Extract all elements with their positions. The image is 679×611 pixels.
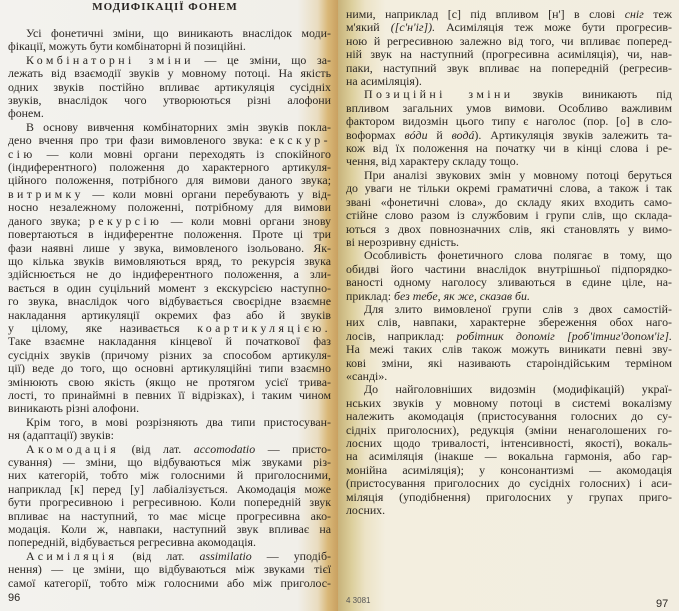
text-line [346,155,672,168]
text-line [346,397,672,410]
text-line [8,362,331,375]
text-segment: у цілому, яке називається [8,320,198,335]
text-segment: ються з двох повнозначних слів, які становлять у вимо- [346,221,672,236]
text-segment: вається в один суцільний момент з екскурсією наступно- [8,280,331,295]
spaced-term: коартикуляцією. [197,320,331,335]
text-line [346,209,672,222]
text-segment: Крім того, в мові розрізняють два типи пристосуван- [26,414,331,429]
text-line [346,424,672,437]
text-segment: На межі таких слів також можуть виникати певні зву- [346,342,672,357]
text-line [346,21,672,34]
text-segment: впливом загальних умов вимови. Особливо важливим [346,100,672,115]
text-segment: на асиміляція). [346,74,422,89]
text-line [8,148,331,161]
text-line [8,469,331,482]
text-segment: — коли мовні органи знову [162,213,331,228]
text-segment: воформах [346,127,405,142]
text-segment: виникають різні алофони. [8,401,140,416]
text-segment: звуків виникають під [513,87,672,102]
text-line [8,161,331,174]
text-line [8,201,331,214]
text-segment: (від лат. [119,441,194,456]
text-line [346,316,672,329]
text-segment: сідніх приголосних), редукція (зміни ненаголошених го- [346,422,672,437]
text-segment: фази наявні лише у звука, вимовленого ізольовано. Як- [8,240,331,255]
text-line [8,174,331,187]
text-line [8,536,331,549]
text-segment: — присто- [255,441,331,456]
text-segment: При аналізі звукових змін у мовному потоці беруться [364,167,672,182]
text-segment: стійне слово разом із службовим і групи слів, що склада- [346,208,672,223]
text-line [346,75,672,88]
text-line [346,142,672,155]
text-segment: теж [643,7,672,21]
text-line [8,228,331,241]
text-segment: бути прогресивною і регресивною. Коли попередній звук [8,495,331,510]
text-segment: кові зміни, які називають староіндійським терміном [346,355,672,370]
spaced-term: екскур- [269,133,331,148]
text-line [8,550,331,563]
text-line [8,188,331,201]
spaced-term: Позиційні зміни [364,87,514,102]
text-line [346,290,672,303]
text-line [346,263,672,276]
text-segment: кож від їх положення на початку чи в кінці слова і ре- [346,141,672,156]
text-line [8,483,331,496]
text-segment: дено вчення про три фази вимовленого звука: [8,133,270,148]
text-line [346,450,672,463]
text-line [346,357,672,370]
spaced-term: Комбінаторні зміни [26,52,194,67]
text-segment: ня (адаптації) звуків: [8,428,114,443]
text-segment: (індиферентного) положення до характерного артикуля- [8,160,331,175]
text-line [346,410,672,423]
spaced-term: сію [8,146,36,161]
text-segment: чення, від характеру складу тощо. [346,154,519,169]
text-line [8,27,331,40]
text-segment: ). Артикуляція звуків залежить та- [474,127,672,142]
text-line [8,67,331,80]
text-line [8,456,331,469]
text-line [8,295,331,308]
text-line [8,402,331,415]
text-line [8,81,331,94]
italic-text: assimilatio [199,548,252,563]
text-line [346,383,672,396]
text-segment: го звука, внаслідок чого відбувається своєрідне взаємне [8,294,331,309]
text-segment: ві нерозривну єдність. [346,234,460,249]
text-line [8,443,331,456]
text-segment: обидві його частини внаслідок внутрішньої підпорядко- [346,261,672,276]
italic-text: ([с'н'іг]). [390,20,436,35]
text-line [346,276,672,289]
text-line [346,169,672,182]
text-segment: — уподіб- [251,548,331,563]
text-segment: лосних. [346,503,386,518]
text-line [8,107,331,120]
text-segment: модація. Коли ж, навпаки, наступний звук впливає на [8,522,331,537]
text-segment: повертаються в індиферентне положення. Проте ці три [8,227,331,242]
text-line [8,121,331,134]
text-line [8,94,331,107]
text-line [346,8,672,21]
text-line [8,429,331,442]
spaced-term: Асиміляція [26,548,118,563]
text-line [8,54,331,67]
text-line [8,134,331,147]
text-segment: м'який [346,20,391,35]
text-line [346,370,672,383]
text-segment: — коли мовні органи перебувають у від- [83,186,331,201]
text-line [346,196,672,209]
text-line [8,510,331,523]
text-segment: До найголовніших видозмін (модифікацій) украї- [364,382,672,397]
text-segment: Для злито вимовленої групи слів з двох самостій- [364,301,672,316]
text-line [346,303,672,316]
text-segment: нських звуків у мовному потоці в системі вокалізму [346,395,672,410]
spaced-term: рекурсію [88,213,163,228]
text-segment: (від лат. [117,548,200,563]
text-segment: попередній, відбувається регресивна акомодація. [8,535,256,550]
text-segment: нення) — це зміни, що відбуваються між звуками тієї [8,562,331,577]
italic-text: accomodatio [193,441,256,456]
text-segment: лежать від взаємодії звуків у мовному потоці. На якість [8,66,331,81]
text-segment: самої категорії, тобто між голосними або між приголос- [8,575,331,590]
text-segment: належить акомодація (пристосування голосних до су- [346,409,672,424]
text-segment: носно незалежному положенні, потрібному для вимови [8,200,331,215]
left-page [0,0,338,611]
text-line [346,48,672,61]
text-line [346,182,672,195]
signature-mark: 4 3081 [346,596,371,605]
text-line [346,102,672,115]
text-segment: «санді». [346,368,388,383]
text-line [346,437,672,450]
text-segment: що кілька звуків вимовляються вряд, то рекурсія звука [8,253,331,268]
text-segment: лосних щодо тривалості, інтенсивності, якості), вокаль- [346,436,672,450]
text-line [346,504,672,517]
text-segment: ваності одному наголосу зливаються в єдине ціле, на- [346,275,672,290]
italic-text: вóди [404,127,428,142]
page-number-left: 96 [8,592,21,604]
text-line [8,335,331,348]
text-segment: ційного положення, потрібного для вимови даного звука; [8,173,331,188]
italic-text: сніг [624,7,644,21]
text-line [8,577,331,590]
text-segment: В основу вивчення комбінаторних змін звуків покла- [26,119,331,134]
text-segment: одних звуків постійно впливає артикуляція сусідніх [8,79,331,94]
text-segment: ною й регресивною залежно від того, чи впливає поперед- [346,33,672,48]
text-segment: Усі фонетичні зміни, що виникають внаслідок моди- [26,26,331,40]
text-segment: міляція (уподібнення) приголосних у групах приго- [346,489,672,504]
text-segment: (пристосування приголосних до сусідніх голосних) і аси- [346,476,672,491]
text-segment: й [427,127,452,142]
italic-text: без тебе, як же, сказав би. [394,288,530,303]
text-segment: — це зміни, що за- [193,52,331,67]
spaced-term: Акомодація [26,441,120,456]
text-line [8,376,331,389]
text-line [8,215,331,228]
text-segment: звуків, внаслідок чого утворюються різні алофони [8,93,331,108]
text-segment: на асиміляція (інакше — вокальна гармонія, або гар- [346,449,672,464]
text-segment: сування) — зміни, що відбуваються між звуками різ- [8,455,331,469]
text-segment: змінюють свою якість (якщо не протягом усієї трива- [8,374,331,389]
text-line [8,282,331,295]
text-segment: фікації, можуть бути комбінаторні й позиційні. [8,39,246,54]
text-segment: наприклад [к] перед [у] лабіалізується. Акомодація може [8,481,331,496]
text-line [8,349,331,362]
text-segment: ції) веде до того, що основні артикуляційні типи взаємно [8,361,331,376]
text-line [8,563,331,576]
text-line [346,115,672,128]
text-line [346,330,672,343]
right-page-text [346,8,672,517]
text-line [8,496,331,509]
text-line [346,249,672,262]
text-line [346,343,672,356]
text-segment: приклад: [346,288,394,303]
italic-text: робітник допоміг [роб'ітниг'допом'іг]. [456,328,672,343]
text-segment: здійснюється не до індиферентного положення, а зли- [8,267,331,282]
text-segment: впливає на наступний, то має місце прогресивна ако- [8,508,331,523]
right-page [338,0,679,611]
text-line [8,40,331,53]
text-segment: фактором видозмін цього типу є наголос (пор. [о] в сло- [346,114,672,129]
text-segment: них категорій, тобто між голосними й приголосними, [8,468,331,483]
section-title: МОДИФІКАЦІЇ ФОНЕМ [92,1,238,13]
text-segment: лості, то принаймні в певних її відрізках), і таким чином [8,387,331,402]
text-segment: ній звук на наступний (прогресивна асиміляція), чи, нав- [346,47,672,62]
text-segment: фонем. [8,106,44,121]
text-line [346,129,672,142]
text-segment: накладання артикуляції окремих фаз або й звуків [8,307,331,322]
text-line [346,464,672,477]
text-line [8,389,331,402]
page-number-right: 97 [656,598,669,610]
text-line [346,223,672,236]
text-line [346,477,672,490]
text-line [346,88,672,101]
text-segment: паки, наступний звук впливає на попередній (регресив- [346,60,672,75]
text-segment: звані «фонетичні слова», до складу яких входить само- [346,194,672,209]
text-line [8,523,331,536]
text-line [346,35,672,48]
spaced-term: витримку [8,186,84,201]
text-segment: даного звука; [8,213,89,228]
italic-text: водá [451,127,475,142]
text-segment: — коли мовні органи переходять із спокійного [35,146,331,161]
text-segment: монійна асиміляція); у консонантизмі — акомодація [346,462,672,477]
text-line [8,309,331,322]
left-page-text [8,27,331,590]
text-line [8,416,331,429]
text-line [346,236,672,249]
text-line [8,242,331,255]
text-segment: Таке взаємне накладання кінцевої й початкової фаз [8,334,331,349]
text-segment: Особливість фонетичного слова полягає в тому, що [364,248,672,263]
text-line [346,491,672,504]
text-line [8,255,331,268]
text-segment: них слів, навпаки, характерне збереження обох наго- [346,315,672,330]
text-segment: ними, наприклад [с] під впливом [н'] в слові [346,7,625,21]
text-segment: лосів, наприклад: [346,328,457,343]
text-segment: сусідніх звуків (причому різних за способом артикуля- [8,347,331,362]
text-segment: Асиміляція теж може бути прогресив- [435,20,672,35]
text-line [8,322,331,335]
text-segment: до уваги не тільки окремі граматичні слова, а також і так [346,181,672,196]
text-line [346,62,672,75]
text-line [8,268,331,281]
